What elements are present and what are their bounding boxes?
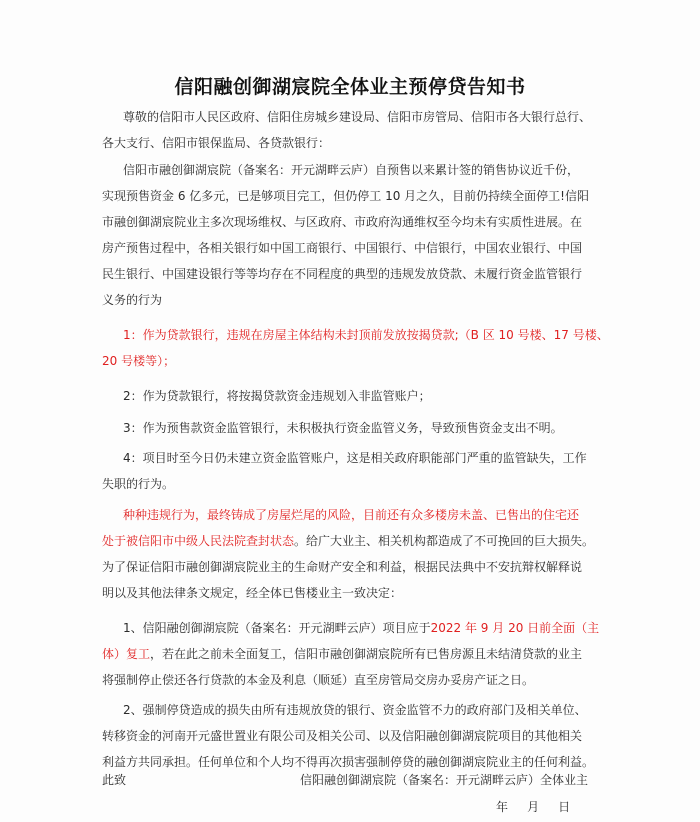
losses-text: 。给广大业主、相关机构都造成了不可挽回的巨大损失。 — [294, 534, 595, 548]
item-1-line-1: 1：作为贷款银行，违规在房屋主体结构未封顶前发放按揭贷款;（B 区 10 号楼、17 号楼、 — [123, 328, 609, 342]
item-1-line-2: 20 号楼等）； — [102, 354, 176, 368]
salutation-line-2: 各大支行、信阳市银保监局、各贷款银行： — [102, 136, 331, 150]
resume-deadline: 2022 年 9 月 20 日前全面（主 — [430, 621, 600, 635]
intro-line-4: 房产预售过程中，各相关银行如中国工商银行、中国银行、中信银行，中国农业银行、中国 — [102, 241, 583, 255]
item-3: 3：作为预售款资金监管银行，未积极执行资金监管义务，导致预售资金支出不明。 — [123, 421, 563, 435]
consequence-line-1: 种种违规行为，最终铸成了房屋烂尾的风险，目前还有众多楼房未盖、已售出的住宅还 — [123, 508, 580, 522]
salutation-line-1: 尊敬的信阳市人民区政府、信阳住房城乡建设局、信阳市房管局、信阳市各大银行总行、 — [123, 110, 592, 124]
consequence-line-4: 明以及其他法律条文规定，经全体已售楼业主一致决定： — [102, 586, 403, 600]
decision-2-line-2: 转移资金的河南开元盛世置业有限公司及相关公司、以及信阳融创御湖宸院项目的其他相关 — [102, 729, 583, 743]
intro-line-5: 民生银行、中国建设银行等等均存在不同程度的典型的违规发放贷款、未履行资金监管银行 — [102, 267, 583, 281]
decision-1-line-1 — [123, 615, 628, 641]
decision-1-condition: ，若在此之前未全面复工，信阳市融创御湖宸院所有已售房源且未结清贷款的业主 — [150, 647, 583, 661]
item-4-line-1: 4：项目时至今日仍未建立资金监管账户，这是相关政府职能部门严重的监管缺失，工作 — [123, 451, 587, 465]
item-2: 2：作为贷款银行，将按揭贷款资金违规划入非监管账户； — [123, 389, 431, 403]
consequence-line-2 — [102, 528, 607, 554]
court-seizure-text: 处于被信阳市中级人民法院查封状态 — [102, 534, 295, 548]
decision-2-line-3: 利益方共同承担。任何单位和个人均不得再次损害强制停贷的融创御湖宸院业主的任何利益。 — [102, 755, 595, 769]
intro-line-3: 市融创御湖宸院业主多次现场维权、与区政府、市政府沟通维权至今均未有实质性进展。在 — [102, 215, 583, 229]
resume-deadline-cont: 体）复工 — [102, 647, 151, 661]
intro-line-1: 信阳市融创御湖宸院（备案名：开元湖畔云庐）自预售以来累计签的销售协议近千份， — [123, 163, 580, 177]
intro-line-2: 实现预售资金 6 亿多元，已是够项目完工，但仍停工 10 月之久，目前仍持续全面停工!信阳 — [102, 189, 589, 203]
decision-2-line-1: 2、强制停贷造成的损失由所有违规放贷的银行、资金监管不力的政府部门及相关单位、 — [123, 703, 587, 717]
decision-1-line-2 — [102, 641, 607, 667]
closing-text: 此致 — [102, 773, 127, 787]
consequence-line-3: 为了保证信阳市融创御湖宸院业主的生命财产安全和利益，根据民法典中不安抗辩权解释说 — [102, 560, 583, 574]
item-4-line-2: 失职的行为。 — [102, 477, 175, 491]
intro-line-6: 义务的行为 — [102, 293, 163, 307]
decision-1-line-3: 将强制停止偿还各行贷款的本金及利息（顺延）直至房管局交房办妥房产证之日。 — [102, 673, 535, 687]
signature-text: 信阳融创御湖宸院（备案名：开元湖畔云庐）全体业主 — [300, 773, 589, 787]
decision-1-project: 1、信阳融创御湖宸院（备案名：开元湖畔云庐）项目应于 — [123, 621, 431, 635]
date-line: 年 月 日 — [496, 800, 571, 814]
document-title: 信阳融创御湖宸院全体业主预停贷告知书 — [174, 76, 526, 98]
